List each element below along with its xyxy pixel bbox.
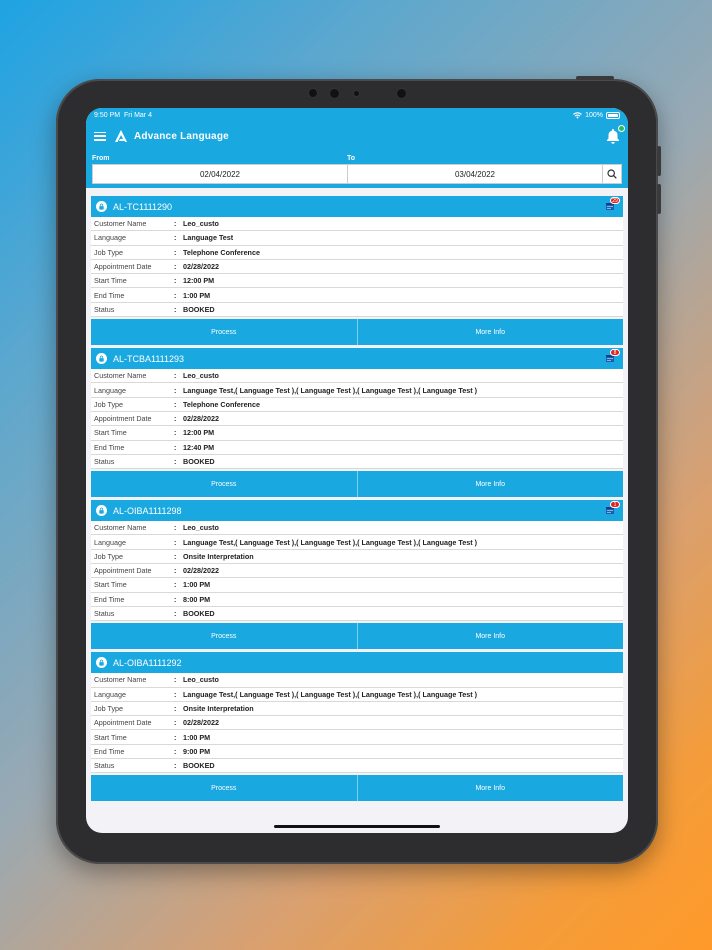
start-time-value: 1:00 PM [183, 732, 211, 742]
status-time: 9:50 PM [94, 111, 121, 119]
end-time-label: End Time [94, 746, 125, 756]
appointment-card [91, 500, 623, 649]
start-time-row: Start Time : 1:00 PM [91, 578, 623, 592]
appointment-id: AL-OIBA1111292 [113, 657, 182, 668]
card-actions [91, 623, 623, 649]
status-row: Status : BOOKED [91, 607, 623, 621]
from-label: From [92, 154, 110, 162]
customer-value: Leo_custo [183, 219, 219, 229]
job-type-row: Job Type : Onsite Interpretation [91, 550, 623, 564]
status-label: Status [94, 304, 115, 314]
card-actions [91, 471, 623, 497]
hamburger-icon[interactable] [94, 132, 106, 141]
customer-row: Customer Name : Leo_custo [91, 521, 623, 535]
power-button [576, 76, 614, 80]
appointment-date-label: Appointment Date [94, 566, 152, 576]
customer-label: Customer Name [94, 675, 147, 685]
status-label: Status [94, 609, 115, 619]
language-label: Language [94, 689, 126, 699]
appointment-list [86, 188, 628, 801]
language-label: Language [94, 233, 126, 243]
status-value: BOOKED [183, 761, 215, 771]
process-button[interactable]: Process [91, 471, 358, 497]
job-type-label: Job Type [94, 551, 124, 561]
job-type-row: Job Type : Telephone Conference [91, 246, 623, 260]
start-time-row: Start Time : 1:00 PM [91, 730, 623, 744]
camera-dot [308, 88, 318, 98]
start-time-value: 12:00 PM [183, 428, 215, 438]
camera-sensor [353, 90, 360, 97]
appointment-date-row: Appointment Date : 02/28/2022 [91, 412, 623, 426]
language-label: Language [94, 537, 126, 547]
status-date: Fri Mar 4 [123, 111, 152, 119]
end-time-label: End Time [94, 442, 125, 452]
appointment-date-label: Appointment Date [94, 414, 152, 424]
start-time-label: Start Time [94, 580, 127, 590]
job-type-label: Job Type [94, 399, 124, 409]
customer-row: Customer Name : Leo_custo [91, 369, 623, 383]
end-time-value: 1:00 PM [183, 290, 211, 300]
customer-label: Customer Name [94, 523, 147, 533]
end-time-label: End Time [94, 290, 125, 300]
filter-labels [92, 152, 622, 164]
wifi-icon [573, 112, 582, 119]
lock-icon [96, 657, 107, 668]
status-left [94, 112, 152, 119]
status-row: Status : BOOKED [91, 759, 623, 773]
status-right [573, 112, 620, 119]
status-row: Status : BOOKED [91, 455, 623, 469]
customer-row: Customer Name : Leo_custo [91, 217, 623, 231]
volume-down-button [657, 184, 661, 214]
search-button[interactable] [603, 165, 621, 183]
start-time-value: 1:00 PM [183, 580, 211, 590]
customer-value: Leo_custo [183, 523, 219, 533]
app-screen [86, 108, 628, 833]
language-value: Language Test,( Language Test ),( Language Test ),( Language Test ),( Language Test ) [183, 689, 478, 699]
more-info-button[interactable]: More Info [358, 319, 624, 345]
process-button[interactable]: Process [91, 623, 358, 649]
job-type-row: Job Type : Onsite Interpretation [91, 702, 623, 716]
customer-label: Customer Name [94, 371, 147, 381]
date-filter [86, 150, 628, 188]
start-time-label: Start Time [94, 428, 127, 438]
lock-icon [96, 353, 107, 364]
end-time-value: 9:00 PM [183, 746, 211, 756]
camera-lens-2 [396, 88, 407, 99]
filter-inputs [92, 164, 622, 184]
app-title: Advance Language [134, 130, 229, 142]
more-info-button[interactable]: More Info [358, 775, 624, 801]
appointment-date-value: 02/28/2022 [183, 718, 219, 728]
job-type-value: Onsite Interpretation [183, 703, 254, 713]
battery-icon [606, 112, 620, 119]
to-date-field[interactable]: 03/04/2022 [348, 165, 603, 183]
job-type-value: Onsite Interpretation [183, 551, 254, 561]
end-time-row: End Time : 9:00 PM [91, 745, 623, 759]
customer-row: Customer Name : Leo_custo [91, 673, 623, 687]
end-time-value: 8:00 PM [183, 594, 211, 604]
end-time-row: End Time : 8:00 PM [91, 593, 623, 607]
appointment-header[interactable] [91, 196, 623, 217]
appointment-date-row: Appointment Date : 02/28/2022 [91, 716, 623, 730]
card-actions [91, 775, 623, 801]
appointment-header[interactable] [91, 348, 623, 369]
status-value: BOOKED [183, 304, 215, 314]
appointment-date-value: 02/28/2022 [183, 414, 219, 424]
app-header [86, 122, 628, 150]
status-label: Status [94, 761, 115, 771]
appointment-id: AL-OIBA1111298 [113, 505, 182, 516]
battery-percent: 100% [585, 111, 603, 119]
appointment-date-row: Appointment Date : 02/28/2022 [91, 564, 623, 578]
card-actions [91, 319, 623, 345]
language-value: Language Test,( Language Test ),( Language Test ),( Language Test ),( Language Test ) [183, 537, 478, 547]
end-time-row: End Time : 1:00 PM [91, 288, 623, 302]
end-time-label: End Time [94, 594, 125, 604]
start-time-label: Start Time [94, 732, 127, 742]
from-date-field[interactable]: 02/04/2022 [93, 165, 348, 183]
language-row: Language : Language Test,( Language Test ),( Language Test ),( Language Test ),( Language Test ) [91, 383, 623, 397]
job-type-label: Job Type [94, 703, 124, 713]
appointment-header[interactable] [91, 652, 623, 673]
appointment-date-value: 02/28/2022 [183, 566, 219, 576]
status-row: Status : BOOKED [91, 303, 623, 317]
customer-value: Leo_custo [183, 675, 219, 685]
language-row: Language : Language Test,( Language Test ),( Language Test ),( Language Test ),( Language Test ) [91, 688, 623, 702]
lock-icon [96, 505, 107, 516]
job-type-row: Job Type : Telephone Conference [91, 398, 623, 412]
end-time-value: 12:40 PM [183, 442, 215, 452]
job-type-value: Telephone Conference [183, 247, 260, 257]
appointment-header[interactable] [91, 500, 623, 521]
job-type-value: Telephone Conference [183, 399, 260, 409]
language-value: Language Test,( Language Test ),( Language Test ),( Language Test ),( Language Test ) [183, 385, 478, 395]
language-row: Language : Language Test,( Language Test ),( Language Test ),( Language Test ),( Language Test ) [91, 535, 623, 549]
volume-up-button [657, 146, 661, 176]
language-value: Language Test [183, 233, 234, 243]
language-label: Language [94, 385, 126, 395]
process-button[interactable]: Process [91, 775, 358, 801]
lock-icon [96, 201, 107, 212]
process-button[interactable]: Process [91, 319, 358, 345]
customer-label: Customer Name [94, 219, 147, 229]
calendar-badge: 8 [610, 349, 620, 356]
status-value: BOOKED [183, 457, 215, 466]
start-time-value: 12:00 PM [183, 276, 215, 286]
appointment-id: AL-TCBA1111293 [113, 353, 185, 364]
calendar-badge: 1 [610, 501, 620, 508]
camera-light [377, 92, 380, 95]
appointment-date-label: Appointment Date [94, 262, 152, 272]
customer-value: Leo_custo [183, 371, 219, 381]
appointment-date-value: 02/28/2022 [183, 262, 219, 272]
status-value: BOOKED [183, 609, 215, 619]
appointment-date-label: Appointment Date [94, 718, 152, 728]
app-logo-icon [114, 129, 128, 143]
appointment-card [91, 652, 623, 801]
language-row: Language : Language Test [91, 231, 623, 245]
calendar-badge: 29 [610, 197, 620, 204]
start-time-label: Start Time [94, 276, 127, 286]
status-bar [86, 108, 628, 122]
status-label: Status [94, 457, 115, 466]
appointment-date-row: Appointment Date : 02/28/2022 [91, 260, 623, 274]
job-type-label: Job Type [94, 247, 124, 257]
appointment-card [91, 348, 623, 497]
end-time-row: End Time : 12:40 PM [91, 441, 623, 455]
appointment-card [91, 196, 623, 345]
to-label: To [347, 154, 356, 162]
start-time-row: Start Time : 12:00 PM [91, 274, 623, 288]
home-indicator[interactable] [274, 825, 440, 828]
notification-dot [618, 125, 625, 132]
appointment-id: AL-TC1111290 [113, 201, 173, 212]
start-time-row: Start Time : 12:00 PM [91, 426, 623, 440]
search-icon [607, 169, 617, 179]
more-info-button[interactable]: More Info [358, 471, 624, 497]
more-info-button[interactable]: More Info [358, 623, 624, 649]
camera-lens [329, 88, 340, 99]
